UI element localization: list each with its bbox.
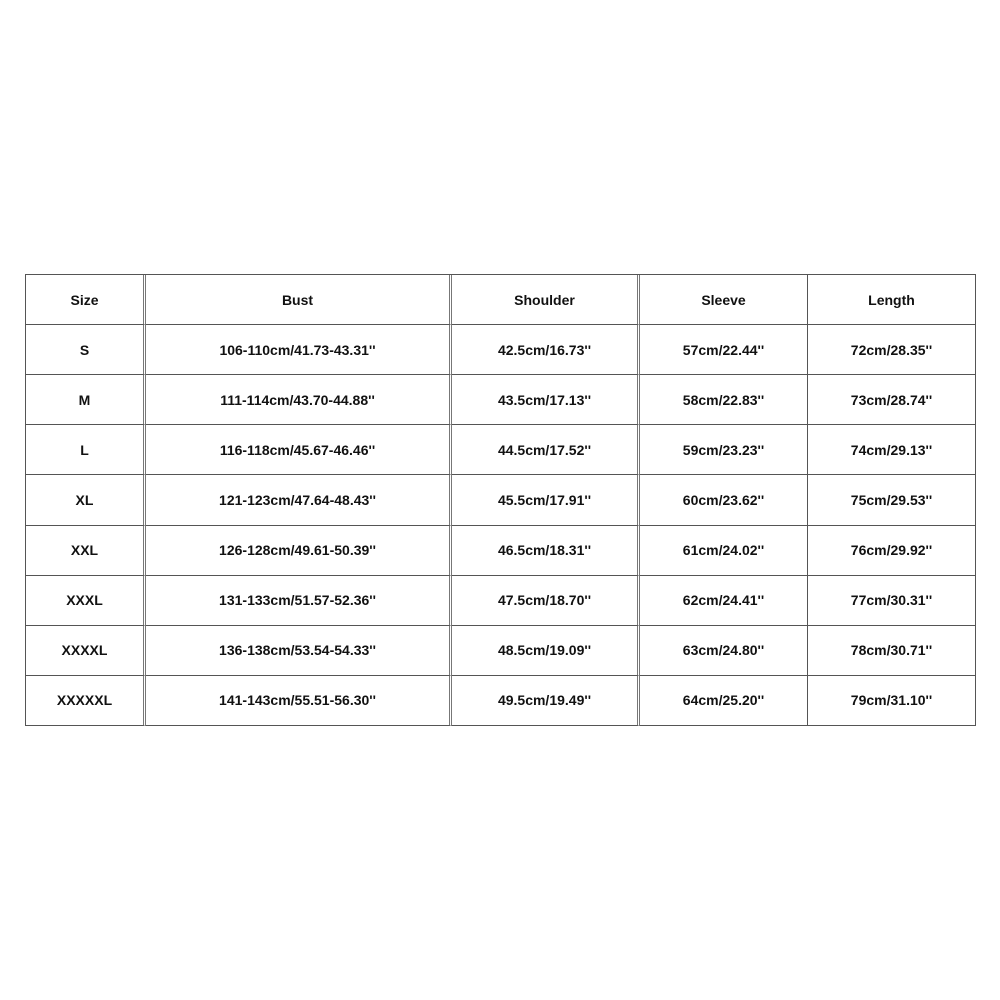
cell-length: 77cm/30.31'' <box>808 576 976 626</box>
table-row <box>26 526 976 576</box>
cell-sleeve: 62cm/24.41'' <box>640 576 808 626</box>
cell-length: 74cm/29.13'' <box>808 425 976 475</box>
cell-size: XXL <box>26 526 146 576</box>
cell-bust: 116-118cm/45.67-46.46'' <box>146 425 452 475</box>
cell-length: 73cm/28.74'' <box>808 375 976 425</box>
cell-shoulder: 47.5cm/18.70'' <box>452 576 640 626</box>
cell-length: 79cm/31.10'' <box>808 676 976 726</box>
cell-length: 78cm/30.71'' <box>808 626 976 676</box>
cell-bust: 141-143cm/55.51-56.30'' <box>146 676 452 726</box>
size-chart-table <box>25 274 976 726</box>
cell-size: XXXXL <box>26 626 146 676</box>
cell-sleeve: 61cm/24.02'' <box>640 526 808 576</box>
table-header <box>26 275 976 325</box>
cell-size: M <box>26 375 146 425</box>
cell-bust: 126-128cm/49.61-50.39'' <box>146 526 452 576</box>
cell-bust: 136-138cm/53.54-54.33'' <box>146 626 452 676</box>
table-row <box>26 626 976 676</box>
cell-shoulder: 43.5cm/17.13'' <box>452 375 640 425</box>
table-body <box>26 325 976 726</box>
header-row <box>26 275 976 325</box>
header-size: Size <box>26 275 146 325</box>
cell-size: XXXXXL <box>26 676 146 726</box>
cell-bust: 121-123cm/47.64-48.43'' <box>146 475 452 525</box>
header-shoulder: Shoulder <box>452 275 640 325</box>
cell-bust: 111-114cm/43.70-44.88'' <box>146 375 452 425</box>
cell-bust: 131-133cm/51.57-52.36'' <box>146 576 452 626</box>
cell-length: 76cm/29.92'' <box>808 526 976 576</box>
cell-shoulder: 42.5cm/16.73'' <box>452 325 640 375</box>
cell-shoulder: 44.5cm/17.52'' <box>452 425 640 475</box>
cell-sleeve: 64cm/25.20'' <box>640 676 808 726</box>
cell-sleeve: 57cm/22.44'' <box>640 325 808 375</box>
cell-length: 75cm/29.53'' <box>808 475 976 525</box>
table-row <box>26 425 976 475</box>
header-bust: Bust <box>146 275 452 325</box>
cell-sleeve: 58cm/22.83'' <box>640 375 808 425</box>
cell-shoulder: 45.5cm/17.91'' <box>452 475 640 525</box>
cell-size: XXXL <box>26 576 146 626</box>
cell-shoulder: 49.5cm/19.49'' <box>452 676 640 726</box>
header-length: Length <box>808 275 976 325</box>
cell-sleeve: 60cm/23.62'' <box>640 475 808 525</box>
table-row <box>26 576 976 626</box>
header-sleeve: Sleeve <box>640 275 808 325</box>
cell-sleeve: 63cm/24.80'' <box>640 626 808 676</box>
table-row <box>26 375 976 425</box>
cell-shoulder: 48.5cm/19.09'' <box>452 626 640 676</box>
cell-sleeve: 59cm/23.23'' <box>640 425 808 475</box>
cell-shoulder: 46.5cm/18.31'' <box>452 526 640 576</box>
cell-length: 72cm/28.35'' <box>808 325 976 375</box>
cell-size: L <box>26 425 146 475</box>
table-row <box>26 325 976 375</box>
cell-bust: 106-110cm/41.73-43.31'' <box>146 325 452 375</box>
cell-size: XL <box>26 475 146 525</box>
table-row <box>26 676 976 726</box>
table-row <box>26 475 976 525</box>
cell-size: S <box>26 325 146 375</box>
